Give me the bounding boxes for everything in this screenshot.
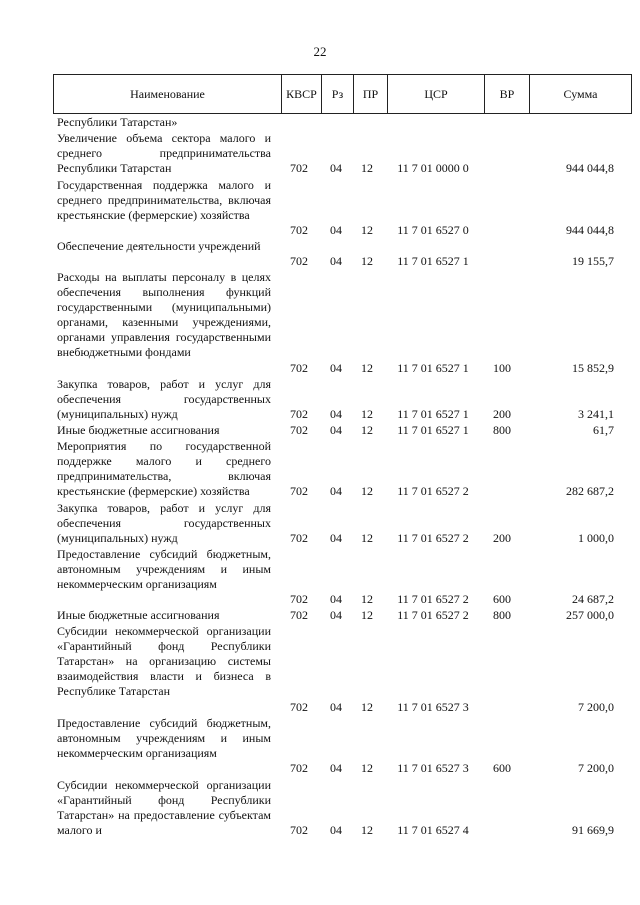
row-name: Закупка товаров, работ и услуг для обеспечения государственных (муниципальных) нужд: [57, 501, 271, 546]
row-vr: 200: [493, 407, 511, 421]
row-rz: 04: [330, 161, 342, 175]
row-rz: 04: [330, 700, 342, 714]
row-name: Обеспечение деятельности учреждений: [57, 239, 261, 253]
row-kvsr: 702: [290, 223, 308, 237]
row-csr: 11 7 01 6527 3: [397, 761, 469, 775]
row-sum: 15 852,9: [572, 361, 614, 375]
header-kvsr: КВСР: [282, 75, 322, 114]
row-pr: 12: [361, 407, 373, 421]
row-csr: 11 7 01 0000 0: [397, 161, 469, 175]
row-sum: 1 000,0: [578, 531, 614, 545]
row-csr: 11 7 01 6527 1: [397, 423, 469, 437]
row-sum: 7 200,0: [578, 700, 614, 714]
row-sum: 944 044,8: [566, 161, 614, 175]
row-sum: 7 200,0: [578, 761, 614, 775]
page-number: 22: [313, 44, 327, 59]
row-csr: 11 7 01 6527 2: [397, 592, 469, 606]
row-csr: 11 7 01 6527 2: [397, 608, 469, 622]
row-name: Иные бюджетные ассигнования: [57, 423, 220, 437]
row-csr: 11 7 01 6527 4: [397, 823, 469, 837]
row-vr: 800: [493, 423, 511, 437]
row-rz: 04: [330, 407, 342, 421]
row-name: Предоставление субсидий бюджетным, автономным учреждениям и иным некоммерческим организациям: [57, 547, 271, 592]
row-name: Субсидии некоммерческой организации «Гарантийный фонд Республики Татарстан» на предоставление субъектам малого и: [57, 778, 271, 838]
row-name: Иные бюджетные ассигнования: [57, 608, 220, 622]
header-csr: ЦСР: [388, 75, 485, 114]
row-name: Государственная поддержка малого и среднего предпринимательства, включая крестьянские (фермерские) хозяйства: [57, 178, 271, 223]
row-kvsr: 702: [290, 608, 308, 622]
row-kvsr: 702: [290, 423, 308, 437]
row-rz: 04: [330, 531, 342, 545]
row-pr: 12: [361, 531, 373, 545]
row-csr: 11 7 01 6527 1: [397, 254, 469, 268]
row-rz: 04: [330, 361, 342, 375]
row-rz: 04: [330, 423, 342, 437]
row-kvsr: 702: [290, 161, 308, 175]
row-vr: 600: [493, 761, 511, 775]
row-rz: 04: [330, 223, 342, 237]
row-rz: 04: [330, 823, 342, 837]
row-csr: 11 7 01 6527 3: [397, 700, 469, 714]
row-sum: 61,7: [593, 423, 614, 437]
row-kvsr: 702: [290, 407, 308, 421]
row-kvsr: 702: [290, 254, 308, 268]
row-sum: 19 155,7: [572, 254, 614, 268]
header-name: Наименование: [54, 75, 282, 114]
row-name: Расходы на выплаты персоналу в целях обеспечения выполнения функций государственными (муниципальными) органами, казенными учреждениями, органами управления государственными внебюджетными фондами: [57, 270, 271, 360]
row-csr: 11 7 01 6527 2: [397, 484, 469, 498]
row-rz: 04: [330, 592, 342, 606]
row-rz: 04: [330, 254, 342, 268]
row-vr: 800: [493, 608, 511, 622]
row-pr: 12: [361, 361, 373, 375]
row-name: Республики Татарстан»: [57, 115, 178, 129]
header-vr: ВР: [485, 75, 530, 114]
row-name: Предоставление субсидий бюджетным, автономным учреждениям и иным некоммерческим организациям: [57, 716, 271, 761]
row-pr: 12: [361, 592, 373, 606]
row-kvsr: 702: [290, 531, 308, 545]
row-sum: 3 241,1: [578, 407, 614, 421]
row-kvsr: 702: [290, 823, 308, 837]
row-csr: 11 7 01 6527 1: [397, 361, 469, 375]
row-name: Закупка товаров, работ и услуг для обеспечения государственных (муниципальных) нужд: [57, 377, 271, 422]
row-kvsr: 702: [290, 361, 308, 375]
row-name: Мероприятия по государственной поддержке малого и среднего предпринимательства, включая крестьянские (фермерские) хозяйства: [57, 439, 271, 499]
row-kvsr: 702: [290, 484, 308, 498]
row-csr: 11 7 01 6527 1: [397, 407, 469, 421]
row-sum: 91 669,9: [572, 823, 614, 837]
header-sum: Сумма: [530, 75, 632, 114]
row-sum: 282 687,2: [566, 484, 614, 498]
row-pr: 12: [361, 608, 373, 622]
row-pr: 12: [361, 761, 373, 775]
row-kvsr: 702: [290, 592, 308, 606]
row-vr: 200: [493, 531, 511, 545]
header-rz: Рз: [322, 75, 354, 114]
row-pr: 12: [361, 161, 373, 175]
row-pr: 12: [361, 254, 373, 268]
row-sum: 24 687,2: [572, 592, 614, 606]
row-pr: 12: [361, 484, 373, 498]
row-rz: 04: [330, 761, 342, 775]
row-vr: 100: [493, 361, 511, 375]
row-name: Субсидии некоммерческой организации «Гарантийный фонд Республики Татарстан» на организацию системы взаимодействия власти и бизнеса в Республике Татарстан: [57, 624, 271, 699]
row-kvsr: 702: [290, 700, 308, 714]
row-sum: 944 044,8: [566, 223, 614, 237]
row-name: Увеличение объема сектора малого и среднего предпринимательства Республики Татарстан: [57, 131, 271, 176]
row-pr: 12: [361, 423, 373, 437]
row-pr: 12: [361, 823, 373, 837]
row-csr: 11 7 01 6527 0: [397, 223, 469, 237]
row-sum: 257 000,0: [566, 608, 614, 622]
row-pr: 12: [361, 223, 373, 237]
row-pr: 12: [361, 700, 373, 714]
row-kvsr: 702: [290, 761, 308, 775]
row-rz: 04: [330, 608, 342, 622]
row-rz: 04: [330, 484, 342, 498]
row-vr: 600: [493, 592, 511, 606]
header-pr: ПР: [354, 75, 388, 114]
row-csr: 11 7 01 6527 2: [397, 531, 469, 545]
